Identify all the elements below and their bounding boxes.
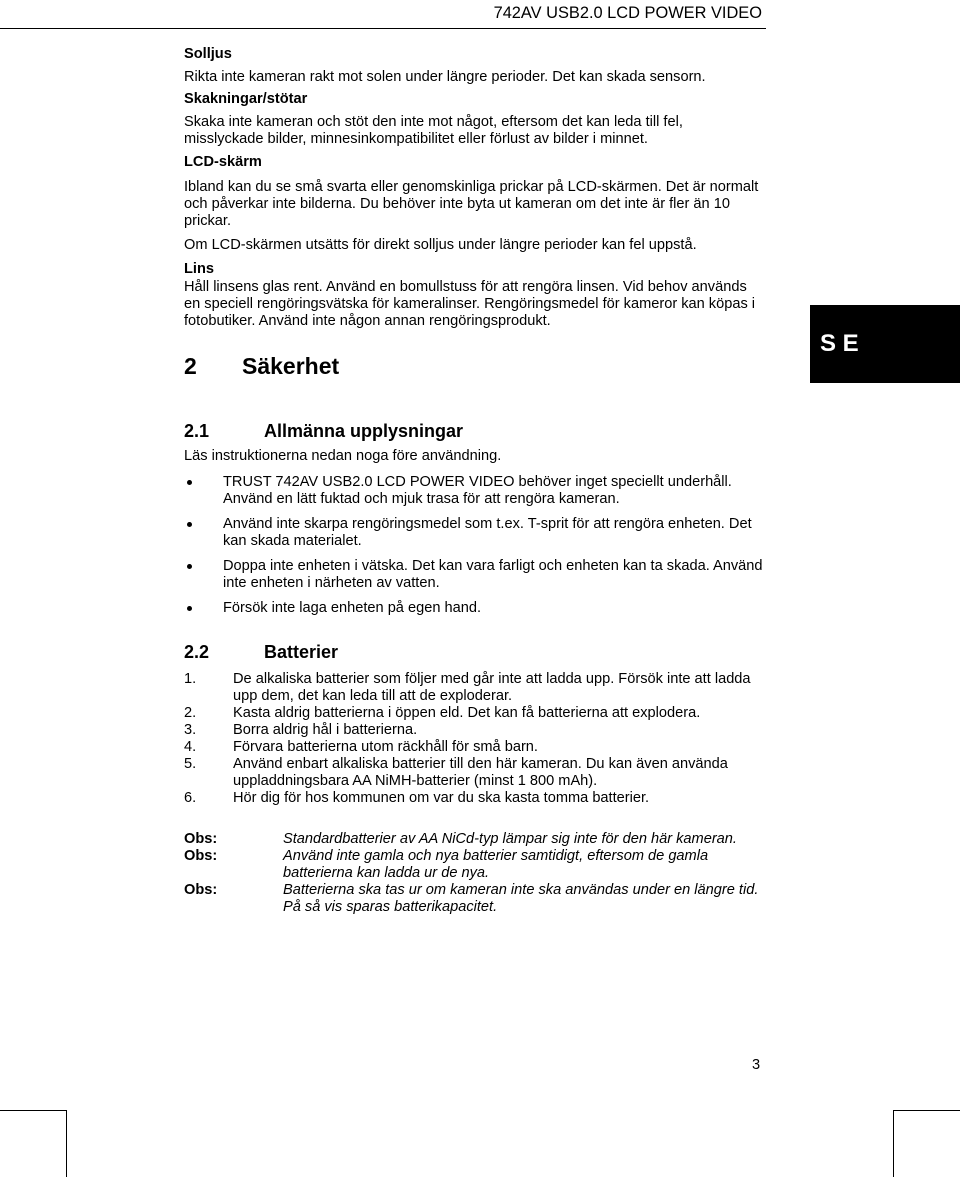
note-text: Använd inte gamla och nya batterier samtidigt, eftersom de gamla batterierna kan ladda ur de nya. [283,848,709,881]
list-item [184,516,774,550]
note-row [184,831,774,848]
section-2-2-body [184,671,764,807]
list-item [184,474,774,508]
list-item-text: Hör dig för hos kommunen om var du ska kasta tomma batterier. [233,790,650,806]
battery-numbered-list [184,671,764,807]
note-label: Obs: [184,831,218,847]
section-2-1-number: 2.1 [184,421,210,441]
para-solljus: Rikta inte kameran rakt mot solen under längre perioder. Det kan skada sensorn. [184,69,706,85]
list-item [184,558,774,592]
language-tab-label: S E [820,330,859,357]
list-item-text: Borra aldrig hål i batterierna. [233,722,418,738]
header-title: 742AV USB2.0 LCD POWER VIDEO [493,4,762,22]
list-item [184,722,764,739]
note-row [184,848,774,882]
list-item-text: Använd inte skarpa rengöringsmedel som t.ex. T-sprit för att rengöra enheten. Det kan skada materialet. [223,516,752,549]
notes-block [184,831,774,916]
heading-skakningar: Skakningar/stötar [184,91,308,107]
section-2-1-intro: Läs instruktionerna nedan noga före användning. [184,448,502,464]
list-item [184,600,774,617]
heading-lins: Lins [184,261,214,277]
note-label: Obs: [184,848,218,864]
list-item-text: Försök inte laga enheten på egen hand. [223,600,482,616]
section-2-2-heading [184,641,338,663]
list-item-number: 1. [184,671,197,687]
list-item-number: 4. [184,739,197,755]
chapter-heading [184,352,339,380]
para-lcd-1: Ibland kan du se små svarta eller genomskinliga prickar på LCD-skärmen. Det är normalt och påverkar inte bilderna. Du behöver inte byta ut kameran om det inte är fler än 10 prickar. [184,179,759,229]
list-item-number: 3. [184,722,197,738]
list-item-text: Kasta aldrig batterierna i öppen eld. Det kan få batterierna att explodera. [233,705,701,721]
list-item [184,756,764,790]
safety-bullet-list [184,474,774,617]
list-item-number: 5. [184,756,197,772]
list-item [184,671,764,705]
note-label: Obs: [184,882,218,898]
crop-mark-right-horizontal [893,1110,960,1111]
chapter-title: Säkerhet [242,353,340,379]
crop-mark-left-horizontal [0,1110,66,1111]
crop-mark-left-vertical [66,1110,67,1177]
note-row [184,882,774,916]
list-item [184,739,764,756]
note-text: Batterierna ska tas ur om kameran inte ska användas under en längre tid. På så vis sparas batterikapacitet. [283,882,759,915]
note-text: Standardbatterier av AA NiCd-typ lämpar sig inte för den här kameran. [283,831,737,847]
page-number: 3 [752,1057,761,1073]
para-skakningar: Skaka inte kameran och stöt den inte mot något, eftersom det kan leda till fel, misslyckade bilder, minnesinkompatibilitet eller förlust av bilder i minnet. [184,114,683,147]
heading-solljus: Solljus [184,46,232,62]
list-item-number: 2. [184,705,197,721]
list-item [184,705,764,722]
section-2-1-title: Allmänna upplysningar [264,421,464,441]
list-item-text: Doppa inte enheten i vätska. Det kan vara farligt och enheten kan ta skada. Använd inte enheten i närheten av vatten. [223,558,763,591]
section-2-1-body [184,448,774,625]
section-2-1-heading [184,420,463,442]
bullet-icon [187,606,192,611]
bullet-icon [187,522,192,527]
bullet-icon [187,480,192,485]
care-section [184,46,764,330]
language-tab [810,305,960,383]
bullet-icon [187,564,192,569]
list-item-number: 6. [184,790,197,806]
heading-lcd: LCD-skärm [184,154,262,170]
list-item-text: Använd enbart alkaliska batterier till den här kameran. Du kan även använda uppladdningsbara AA NiMH-batterier (minst 1 800 mAh). [233,756,728,789]
list-item-text: TRUST 742AV USB2.0 LCD POWER VIDEO behöver inget speciellt underhåll. Använd en lätt fuktad och mjuk trasa för att rengöra kameran. [223,474,732,507]
list-item-text: Förvara batterierna utom räckhåll för små barn. [233,739,538,755]
para-lcd-2: Om LCD-skärmen utsätts för direkt solljus under längre perioder kan fel uppstå. [184,237,697,253]
running-header [0,0,766,29]
chapter-number: 2 [184,353,197,379]
list-item [184,790,764,807]
crop-mark-right-vertical [893,1110,894,1177]
list-item-text: De alkaliska batterier som följer med går inte att ladda upp. Försök inte att ladda upp dem, det kan leda till att de exploderar. [233,671,751,704]
para-lins: Håll linsens glas rent. Använd en bomullstuss för att rengöra linsen. Vid behov används en speciell rengöringsvätska för kameralinser. Rengöringsmedel för kameror kan köpas i fotobutiker. Använd inte någon annan rengöringsprodukt. [184,279,756,329]
section-2-2-number: 2.2 [184,642,210,662]
section-2-2-title: Batterier [264,642,339,662]
